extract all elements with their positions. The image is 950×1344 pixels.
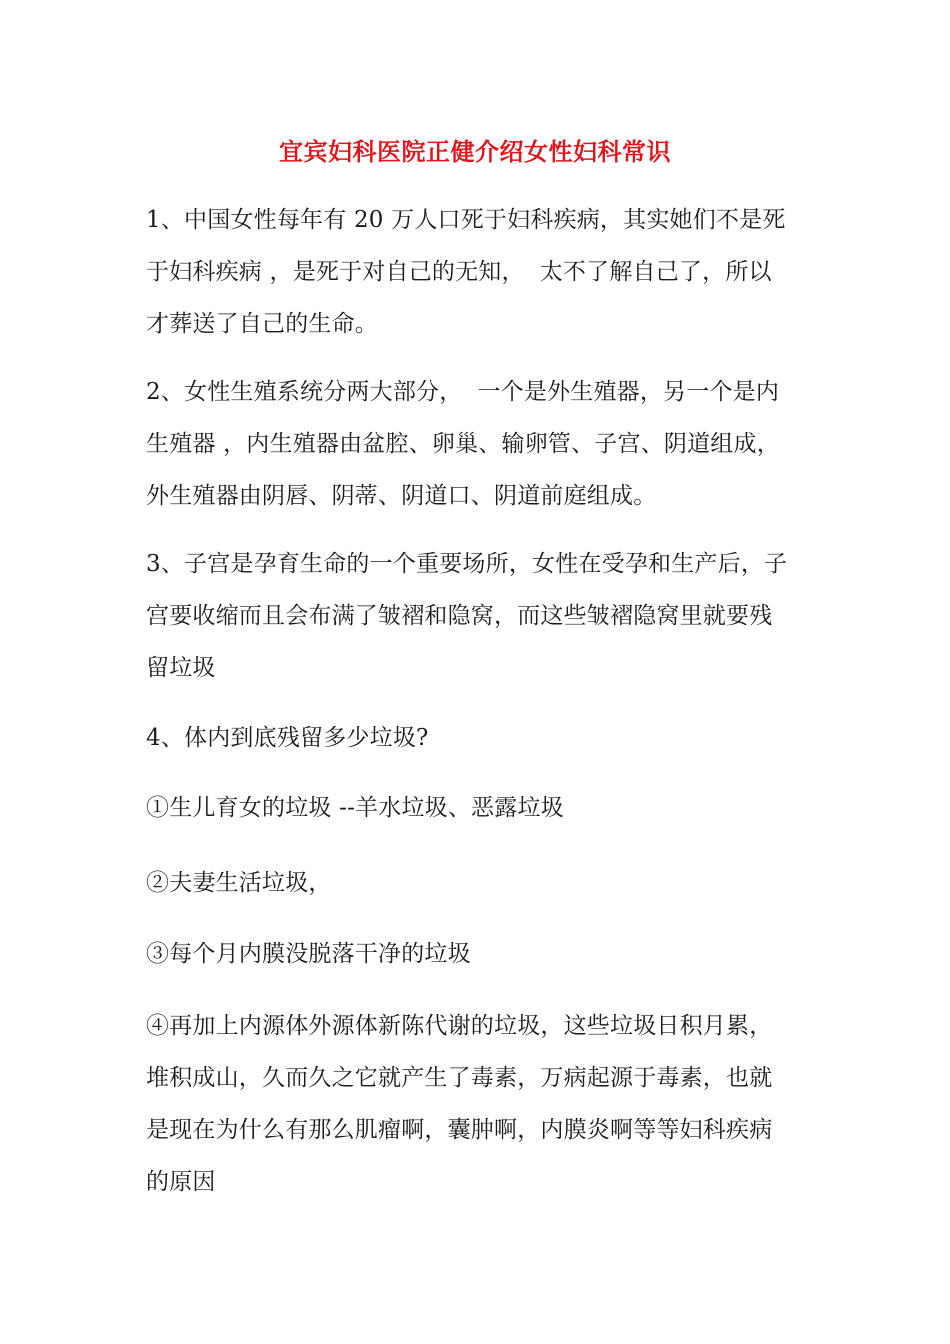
text-line: 宫要收缩而且会布满了皱褶和隐窝，而这些皱褶隐窝里就要残: [146, 603, 773, 629]
text-line: 2、女性生殖系统分两大部分， 一个是外生殖器，另一个是内: [146, 379, 780, 405]
paragraph-2: [146, 366, 810, 522]
paragraph-4: [146, 712, 810, 764]
text-line: 4、体内到底残留多少垃圾?: [146, 725, 429, 751]
text-line: 外生殖器由阴唇、阴蒂、阴道口、阴道前庭组成。: [146, 483, 657, 509]
text-line: 1、中国女性每年有 20 万人口死于妇科疾病，其实她们不是死: [146, 207, 786, 233]
text-line: ③每个月内膜没脱落干净的垃圾: [146, 941, 471, 967]
text-line: 3、子宫是孕育生命的一个重要场所，女性在受孕和生产后，子: [146, 551, 788, 577]
text-line: 是现在为什么有那么肌瘤啊，囊肿啊，内膜炎啊等等妇科疾病: [146, 1117, 773, 1143]
list-item-1: [146, 782, 810, 834]
text-line: 才葬送了自己的生命。: [146, 311, 378, 337]
list-item-2: [146, 857, 810, 909]
text-line: 生殖器 ，内生殖器由盆腔、卵巢、输卵管、子宫、阴道组成，: [146, 431, 780, 457]
text-line: 的原因: [146, 1169, 216, 1195]
text-line: 堆积成山，久而久之它就产生了毒素，万病起源于毒素，也就: [146, 1065, 773, 1091]
paragraph-1: [146, 194, 810, 350]
list-item-4: [146, 1000, 810, 1208]
text-line: ①生儿育女的垃圾 --羊水垃圾、恶露垃圾: [146, 795, 564, 821]
page-title: 宜宾妇科医院正健介绍女性妇科常识: [279, 137, 671, 166]
text-line: 于妇科疾病 ，是死于对自己的无知， 太不了解自己了，所以: [146, 259, 772, 285]
text-line: ②夫妻生活垃圾，: [146, 870, 332, 896]
text-line: ④再加上内源体外源体新陈代谢的垃圾，这些垃圾日积月累，: [146, 1013, 773, 1039]
list-item-3: [146, 928, 810, 980]
text-line: 留垃圾: [146, 655, 216, 681]
paragraph-3: [146, 538, 810, 694]
